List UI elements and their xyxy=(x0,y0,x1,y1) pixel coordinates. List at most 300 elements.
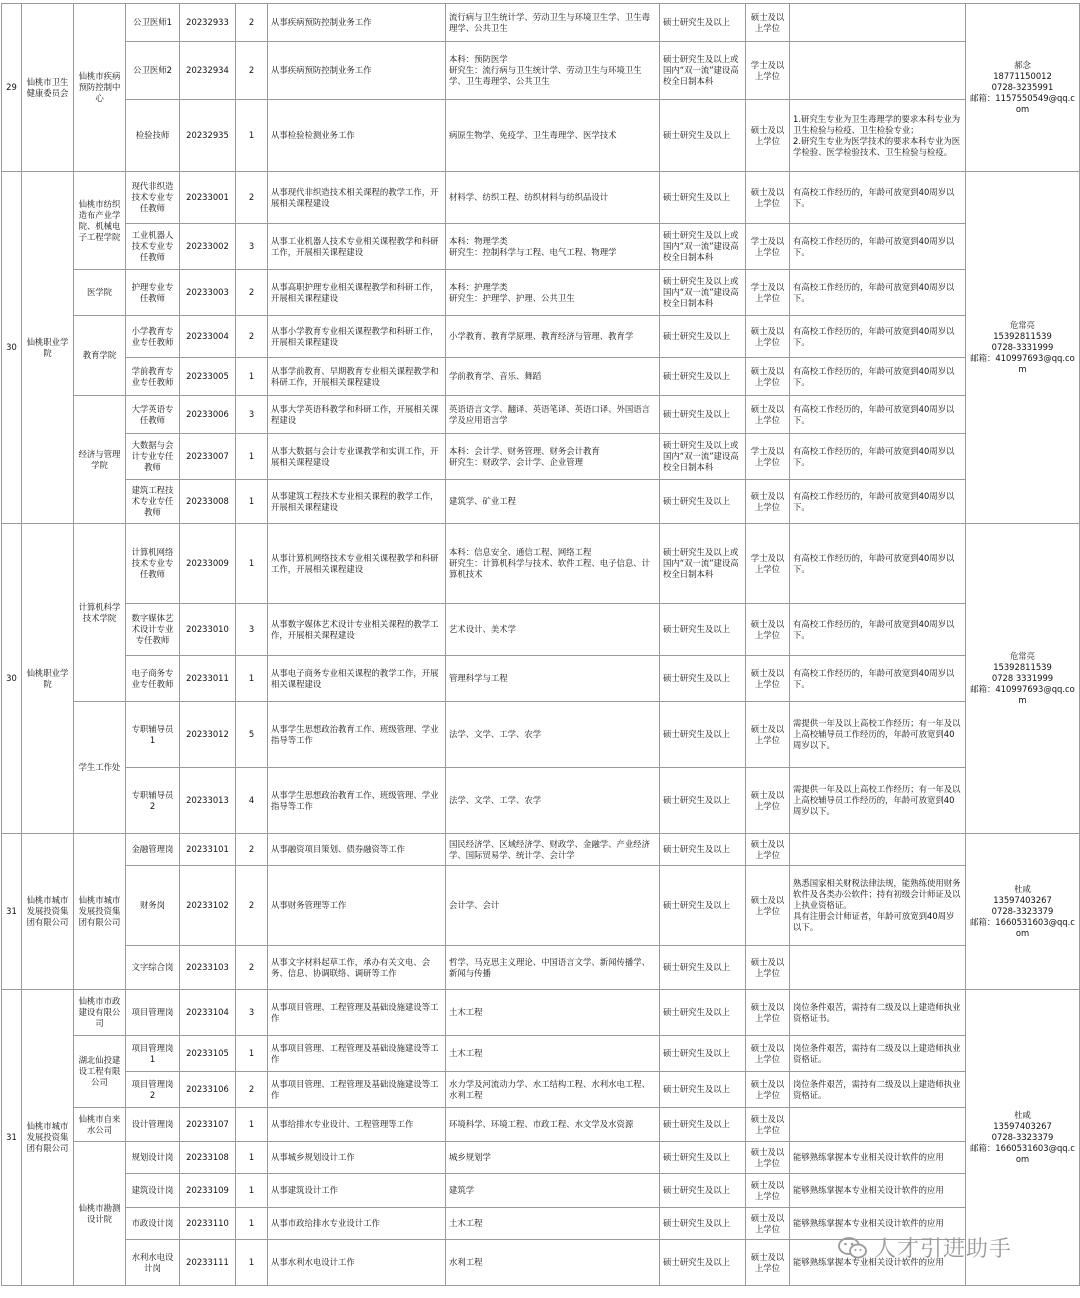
major-cell-text: 流行病与卫生统计学、劳动卫生与环境卫生学、卫生毒理学、公共卫生 xyxy=(449,11,650,33)
education-cell-text: 硕士研究生及以上 xyxy=(663,1048,730,1058)
count-cell-text: 1 xyxy=(248,673,255,683)
education-cell xyxy=(660,702,746,768)
post-cell-text: 现代非织造技术专业专任教师 xyxy=(131,181,174,213)
seq-cell: 29 xyxy=(2,4,22,172)
requirements-cell-text: 有高校工作经历的，年龄可放宽到40周岁以下。 xyxy=(793,667,955,689)
count-cell-text: 2 xyxy=(248,1084,255,1094)
education-cell xyxy=(660,4,746,42)
table-row xyxy=(2,990,1080,1036)
requirements-cell xyxy=(790,1072,966,1108)
table-row xyxy=(2,1036,1080,1072)
degree-cell xyxy=(746,1142,790,1174)
table-row xyxy=(2,4,1080,42)
major-cell-text: 会计学、会计 xyxy=(449,900,500,910)
degree-cell-text: 硕士及以上学位 xyxy=(750,1179,785,1201)
dept-cell: 计算机科学技术学院 xyxy=(74,524,126,702)
code-cell xyxy=(180,224,236,270)
code-cell-text: 20232933 xyxy=(186,17,229,27)
code-cell-text: 20233004 xyxy=(186,331,229,341)
count-cell xyxy=(236,434,268,480)
dept-cell: 教育学院 xyxy=(74,316,126,396)
count-cell xyxy=(236,396,268,434)
major-cell-text: 土木工程 xyxy=(449,1218,483,1228)
count-cell-text: 2 xyxy=(248,192,255,202)
requirements-cell xyxy=(790,224,966,270)
post-cell-text: 专职辅导员1 xyxy=(131,723,174,745)
code-cell-text: 20233003 xyxy=(186,287,229,297)
post-cell xyxy=(126,524,180,604)
post-cell xyxy=(126,1208,180,1240)
requirements-cell xyxy=(790,358,966,396)
unit-cell: 仙桃市城市发展投资集团有限公司 xyxy=(22,834,74,990)
education-cell xyxy=(660,990,746,1036)
code-cell-text: 20233102 xyxy=(186,900,229,910)
post-cell-text: 金融管理岗 xyxy=(131,844,174,854)
post-cell xyxy=(126,1108,180,1142)
education-cell-text: 硕士研究生及以上 xyxy=(663,624,730,634)
duty-cell-text: 从事疾病预防控制业务工作 xyxy=(271,17,372,27)
contact-name: 危常亮 xyxy=(1009,320,1036,330)
education-cell-text: 硕士研究生及以上或国内“双一流”建设高校全日制本科 xyxy=(663,230,739,262)
count-cell-text: 5 xyxy=(248,729,255,739)
degree-cell xyxy=(746,316,790,358)
major-cell xyxy=(446,100,660,172)
code-cell-text: 20233111 xyxy=(186,1257,229,1267)
duty-cell-text: 从事学前教育、早期教育专业相关课程教学和科研工作，开展相关课程建设 xyxy=(271,365,439,387)
education-cell-text: 硕士研究生及以上 xyxy=(663,795,730,805)
degree-cell-text: 硕士及以上学位 xyxy=(750,894,785,916)
duty-cell xyxy=(268,656,446,702)
post-cell-text: 工业机器人技术专业专任教师 xyxy=(131,230,174,262)
post-cell-text: 大数据与会计专业专任教师 xyxy=(131,440,174,472)
dept-cell: 仙桃市城市发展投资集团有限公司 xyxy=(74,834,126,990)
seq-cell: 30 xyxy=(2,172,22,524)
contact-email: 邮箱：410997693@qq.com xyxy=(970,684,1075,705)
major-cell xyxy=(446,1240,660,1286)
duty-cell xyxy=(268,834,446,866)
major-cell xyxy=(446,396,660,434)
degree-cell xyxy=(746,946,790,990)
education-cell-text: 硕士研究生及以上 xyxy=(663,1152,730,1162)
major-cell-text: 材料学、纺织工程、纺织材料与纺织品设计 xyxy=(449,192,609,202)
degree-cell xyxy=(746,702,790,768)
education-cell-text: 硕士研究生及以上 xyxy=(663,371,730,381)
post-cell-text: 大学英语专任教师 xyxy=(131,403,174,425)
requirements-cell-text: 有高校工作经历的，年龄可放宽到40周岁以下。 xyxy=(793,445,955,467)
code-cell xyxy=(180,990,236,1036)
education-cell xyxy=(660,946,746,990)
requirements-cell-text: 岗位条件艰苦，需持有二级及以上建造师执业资格证。 xyxy=(793,1078,961,1100)
code-cell xyxy=(180,524,236,604)
code-cell-text: 20233011 xyxy=(186,673,229,683)
post-cell xyxy=(126,480,180,524)
contact-name: 杜咸 xyxy=(1014,884,1031,894)
education-cell-text: 硕士研究生及以上 xyxy=(663,1084,730,1094)
degree-cell-text: 学士及以上学位 xyxy=(750,59,785,81)
code-cell-text: 20233108 xyxy=(186,1152,229,1162)
duty-cell-text: 从事财务管理等工作 xyxy=(271,900,347,910)
major-cell-text: 本科：会计学、财务管理、财务会计教育 研究生：财政学、会计学、企业管理 xyxy=(449,445,600,467)
education-cell xyxy=(660,270,746,316)
requirements-cell-text: 需提供一年及以上高校工作经历；有一年及以上高校辅导员工作经历的，年龄可放宽到40周岁以下。 xyxy=(793,718,961,750)
degree-cell-text: 硕士及以上学位 xyxy=(750,124,785,146)
degree-cell-text: 学士及以上学位 xyxy=(750,281,785,303)
post-cell-text: 财务岗 xyxy=(139,900,166,910)
code-cell-text: 20233107 xyxy=(186,1119,229,1129)
requirements-cell-text: 有高校工作经历的，年龄可放宽到40周岁以下。 xyxy=(793,235,955,257)
table-row xyxy=(2,524,1080,604)
major-cell xyxy=(446,42,660,100)
count-cell-text: 1 xyxy=(248,1218,255,1228)
major-cell-text: 建筑学 xyxy=(449,1185,475,1195)
post-cell xyxy=(126,42,180,100)
requirements-cell-text: 1.研究生专业为卫生毒理学的要求本科专业为卫生检验与检疫、卫生检验专业； 2.研究生专业为医学技术的要求本科专业为医学检验、医学检验技术、卫生检验与检疫。 xyxy=(793,113,961,157)
major-cell-text: 水力学及河流动力学、水工结构工程、水利水电工程、水利工程 xyxy=(449,1078,650,1100)
requirements-cell-text: 能够熟练掌握本专业相关设计软件的应用 xyxy=(793,1185,944,1195)
code-cell xyxy=(180,172,236,224)
table-row xyxy=(2,702,1080,768)
major-cell xyxy=(446,224,660,270)
seq-cell: 31 xyxy=(2,834,22,990)
education-cell xyxy=(660,434,746,480)
degree-cell xyxy=(746,768,790,834)
duty-cell xyxy=(268,270,446,316)
education-cell-text: 硕士研究生及以上 xyxy=(663,17,730,27)
education-cell-text: 硕士研究生及以上 xyxy=(663,1218,730,1228)
dept-cell: 仙桃市市政建设有限公司 xyxy=(74,990,126,1036)
code-cell xyxy=(180,866,236,946)
duty-cell-text: 从事给排水专业设计、工程管理等工作 xyxy=(271,1119,414,1129)
post-cell xyxy=(126,834,180,866)
post-cell-text: 电子商务专业专任教师 xyxy=(131,667,174,689)
count-cell xyxy=(236,1174,268,1208)
education-cell-text: 硕士研究生及以上 xyxy=(663,496,730,506)
post-cell xyxy=(126,4,180,42)
code-cell-text: 20233008 xyxy=(186,496,229,506)
degree-cell-text: 硕士及以上学位 xyxy=(750,1042,785,1064)
major-cell-text: 英语语言文学、翻译、英语笔译、英语口译、外国语言学及应用语言学 xyxy=(449,403,650,425)
code-cell-text: 20233006 xyxy=(186,409,229,419)
education-cell-text: 硕士研究生及以上 xyxy=(663,1185,730,1195)
count-cell-text: 3 xyxy=(248,624,255,634)
table-row xyxy=(2,1108,1080,1142)
major-cell xyxy=(446,434,660,480)
post-cell xyxy=(126,1142,180,1174)
contact-cell xyxy=(966,834,1080,990)
code-cell xyxy=(180,1174,236,1208)
code-cell xyxy=(180,270,236,316)
major-cell xyxy=(446,172,660,224)
degree-cell xyxy=(746,990,790,1036)
post-cell xyxy=(126,100,180,172)
count-cell xyxy=(236,866,268,946)
watermark xyxy=(838,1232,1012,1263)
degree-cell-text: 硕士及以上学位 xyxy=(750,1001,785,1023)
major-cell xyxy=(446,702,660,768)
count-cell xyxy=(236,224,268,270)
duty-cell xyxy=(268,358,446,396)
seq-cell: 30 xyxy=(2,524,22,834)
table-row xyxy=(2,270,1080,316)
major-cell-text: 病原生物学、免疫学、卫生毒理学、医学技术 xyxy=(449,130,617,140)
count-cell-text: 2 xyxy=(248,844,255,854)
education-cell xyxy=(660,524,746,604)
table-row xyxy=(2,866,1080,946)
code-cell-text: 20233110 xyxy=(186,1218,229,1228)
duty-cell xyxy=(268,316,446,358)
major-cell-text: 哲学、马克思主义理论、中国语言文学、新闻传播学、新闻与传播 xyxy=(449,956,650,978)
degree-cell xyxy=(746,358,790,396)
post-cell-text: 专职辅导员2 xyxy=(131,789,174,811)
duty-cell-text: 从事学生思想政治教育工作、班级管理、学业指导等工作 xyxy=(271,789,439,811)
degree-cell xyxy=(746,1174,790,1208)
recruitment-table xyxy=(1,3,1080,1286)
code-cell-text: 20233007 xyxy=(186,451,229,461)
duty-cell-text: 从事检验检测业务工作 xyxy=(271,130,355,140)
duty-cell xyxy=(268,946,446,990)
code-cell xyxy=(180,656,236,702)
duty-cell-text: 从事项目管理、工程管理及基础设施建设等工作 xyxy=(271,1042,439,1064)
education-cell-text: 硕士研究生及以上 xyxy=(663,192,730,202)
requirements-cell xyxy=(790,834,966,866)
major-cell-text: 法学、文学、工学、农学 xyxy=(449,729,542,739)
table-row xyxy=(2,480,1080,524)
degree-cell-text: 硕士及以上学位 xyxy=(750,1146,785,1168)
duty-cell xyxy=(268,100,446,172)
major-cell-text: 土木工程 xyxy=(449,1048,483,1058)
education-cell xyxy=(660,1142,746,1174)
degree-cell xyxy=(746,656,790,702)
duty-cell-text: 从事文字材料起草工作，承办有关文电、会务、信息、协调联络、调研等工作 xyxy=(271,956,431,978)
duty-cell-text: 从事水利水电设计工作 xyxy=(271,1257,355,1267)
major-cell xyxy=(446,1108,660,1142)
education-cell-text: 硕士研究生及以上或国内“双一流”建设高校全日制本科 xyxy=(663,440,739,472)
dept-cell: 仙桃市勘测设计院 xyxy=(74,1142,126,1286)
duty-cell xyxy=(268,42,446,100)
duty-cell xyxy=(268,224,446,270)
duty-cell-text: 从事工业机器人技术专业相关课程教学和科研工作，开展相关课程建设 xyxy=(271,235,439,257)
code-cell-text: 20233104 xyxy=(186,1007,229,1017)
post-cell xyxy=(126,656,180,702)
duty-cell xyxy=(268,1108,446,1142)
contact-phone: 15392811539 xyxy=(993,331,1052,341)
education-cell-text: 硕士研究生及以上或国内“双一流”建设高校全日制本科 xyxy=(663,276,739,308)
count-cell xyxy=(236,834,268,866)
education-cell-text: 硕士研究生及以上 xyxy=(663,331,730,341)
duty-cell-text: 从事数字媒体艺术设计专业相关课程的教学工作，开展相关课程建设 xyxy=(271,618,439,640)
degree-cell xyxy=(746,1072,790,1108)
contact-cell xyxy=(966,4,1080,172)
duty-cell xyxy=(268,1142,446,1174)
count-cell-text: 2 xyxy=(248,287,255,297)
count-cell-text: 3 xyxy=(248,409,255,419)
degree-cell xyxy=(746,434,790,480)
code-cell xyxy=(180,1240,236,1286)
count-cell xyxy=(236,656,268,702)
unit-cell: 仙桃职业学院 xyxy=(22,172,74,524)
contact-email: 邮箱：410997693@qq.com xyxy=(970,353,1075,374)
count-cell-text: 1 xyxy=(248,1185,255,1195)
degree-cell xyxy=(746,224,790,270)
unit-cell: 仙桃市卫生健康委员会 xyxy=(22,4,74,172)
post-cell xyxy=(126,270,180,316)
count-cell-text: 2 xyxy=(248,65,255,75)
code-cell-text: 20233010 xyxy=(186,624,229,634)
dept-cell: 学生工作处 xyxy=(74,702,126,834)
post-cell-text: 建筑设计岗 xyxy=(131,1185,174,1195)
post-cell xyxy=(126,768,180,834)
count-cell xyxy=(236,1108,268,1142)
education-cell xyxy=(660,1208,746,1240)
education-cell-text: 硕士研究生及以上 xyxy=(663,844,730,854)
count-cell-text: 3 xyxy=(248,1007,255,1017)
major-cell xyxy=(446,524,660,604)
duty-cell-text: 从事项目管理、工程管理及基础设施建设等工作 xyxy=(271,1001,439,1023)
degree-cell xyxy=(746,4,790,42)
code-cell-text: 20233105 xyxy=(186,1048,229,1058)
degree-cell-text: 硕士及以上学位 xyxy=(750,186,785,208)
education-cell-text: 硕士研究生及以上 xyxy=(663,130,730,140)
major-cell xyxy=(446,4,660,42)
contact-tel: 0728 3331999 xyxy=(991,673,1054,683)
post-cell xyxy=(126,1036,180,1072)
post-cell xyxy=(126,316,180,358)
post-cell-text: 小学教育专业专任教师 xyxy=(131,325,174,347)
degree-cell xyxy=(746,524,790,604)
duty-cell-text: 从事建筑设计工作 xyxy=(271,1185,338,1195)
post-cell xyxy=(126,396,180,434)
code-cell-text: 20233009 xyxy=(186,558,229,568)
post-cell xyxy=(126,702,180,768)
major-cell xyxy=(446,604,660,656)
major-cell xyxy=(446,480,660,524)
post-cell xyxy=(126,1240,180,1286)
degree-cell-text: 硕士及以上学位 xyxy=(750,490,785,512)
duty-cell xyxy=(268,702,446,768)
count-cell xyxy=(236,1142,268,1174)
education-cell xyxy=(660,866,746,946)
wechat-icon xyxy=(838,1236,868,1260)
degree-cell-text: 硕士及以上学位 xyxy=(750,365,785,387)
count-cell xyxy=(236,316,268,358)
code-cell xyxy=(180,396,236,434)
code-cell xyxy=(180,1142,236,1174)
education-cell xyxy=(660,1174,746,1208)
code-cell-text: 20233109 xyxy=(186,1185,229,1195)
duty-cell xyxy=(268,524,446,604)
contact-phone: 18771150012 xyxy=(993,71,1052,81)
requirements-cell xyxy=(790,768,966,834)
degree-cell-text: 硕士及以上学位 xyxy=(750,838,785,860)
requirements-cell-text: 有高校工作经历的，年龄可放宽到40周岁以下。 xyxy=(793,490,955,512)
dept-cell: 仙桃市纺织造布产业学院、机械电子工程学院 xyxy=(74,172,126,270)
degree-cell-text: 硕士及以上学位 xyxy=(750,723,785,745)
count-cell xyxy=(236,100,268,172)
code-cell xyxy=(180,1208,236,1240)
count-cell xyxy=(236,1208,268,1240)
degree-cell xyxy=(746,866,790,946)
major-cell-text: 国民经济学、区域经济学、财政学、金融学、产业经济学、国际贸易学、统计学、会计学 xyxy=(449,838,650,860)
count-cell xyxy=(236,524,268,604)
duty-cell-text: 从事大学英语科教学和科研工作，开展相关课程建设 xyxy=(271,403,439,425)
requirements-cell xyxy=(790,866,966,946)
post-cell xyxy=(126,224,180,270)
education-cell xyxy=(660,604,746,656)
code-cell xyxy=(180,434,236,480)
requirements-cell xyxy=(790,946,966,990)
requirements-cell-text: 岗位条件艰苦，需持有二级及以上建造师执业资格证书。 xyxy=(793,1001,961,1023)
duty-cell xyxy=(268,1072,446,1108)
table-row xyxy=(2,358,1080,396)
education-cell xyxy=(660,656,746,702)
contact-email: 邮箱：1660531603@qq.com xyxy=(970,917,1075,938)
education-cell-text: 硕士研究生及以上 xyxy=(663,409,730,419)
requirements-cell xyxy=(790,1108,966,1142)
code-cell xyxy=(180,702,236,768)
post-cell-text: 文字综合岗 xyxy=(131,962,174,972)
seq-cell: 31 xyxy=(2,990,22,1286)
contact-phone: 13597403267 xyxy=(993,1121,1052,1131)
code-cell xyxy=(180,834,236,866)
dept-cell: 仙桃市自来水公司 xyxy=(74,1108,126,1142)
education-cell xyxy=(660,1240,746,1286)
duty-cell-text: 从事项目管理、工程管理及基础设施建设等工作 xyxy=(271,1078,439,1100)
major-cell-text: 城乡规划学 xyxy=(449,1152,491,1162)
unit-cell: 仙桃市城市发展投资集团有限公司 xyxy=(22,990,74,1286)
requirements-cell-text: 有高校工作经历的，年龄可放宽到40周岁以下。 xyxy=(793,365,955,387)
contact-phone: 15392811539 xyxy=(993,662,1052,672)
post-cell-text: 建筑工程技术专业专任教师 xyxy=(131,485,174,517)
degree-cell xyxy=(746,604,790,656)
requirements-cell xyxy=(790,396,966,434)
code-cell xyxy=(180,1108,236,1142)
duty-cell-text: 从事疾病预防控制业务工作 xyxy=(271,65,372,75)
table-row xyxy=(2,834,1080,866)
major-cell-text: 本科：预防医学 研究生：流行病与卫生统计学、劳动卫生与环境卫生学、卫生毒理学、公共卫生 xyxy=(449,54,642,86)
major-cell xyxy=(446,1174,660,1208)
requirements-cell xyxy=(790,480,966,524)
major-cell xyxy=(446,1142,660,1174)
requirements-cell-text: 能够熟练掌握本专业相关设计软件的应用 xyxy=(793,1257,944,1267)
major-cell-text: 本科：护理学类 研究生：护理学、护理、公共卫生 xyxy=(449,281,575,303)
code-cell-text: 20233106 xyxy=(186,1084,229,1094)
post-cell-text: 项目管理岗1 xyxy=(131,1042,174,1064)
education-cell xyxy=(660,358,746,396)
code-cell xyxy=(180,480,236,524)
dept-cell: 经济与管理学院 xyxy=(74,396,126,524)
degree-cell-text: 硕士及以上学位 xyxy=(750,11,785,33)
post-cell xyxy=(126,990,180,1036)
post-cell-text: 学前教育专业专任教师 xyxy=(131,365,174,387)
duty-cell-text: 从事城乡规划设计工作 xyxy=(271,1152,355,1162)
code-cell-text: 20233101 xyxy=(186,844,229,854)
post-cell-text: 公卫医师1 xyxy=(133,17,172,27)
unit-cell: 仙桃职业学院 xyxy=(22,524,74,834)
table-row xyxy=(2,604,1080,656)
code-cell xyxy=(180,1036,236,1072)
post-cell-text: 数字媒体艺术设计专业专任教师 xyxy=(131,613,174,645)
degree-cell-text: 硕士及以上学位 xyxy=(750,325,785,347)
major-cell-text: 学前教育学、音乐、舞蹈 xyxy=(449,371,542,381)
major-cell xyxy=(446,990,660,1036)
dept-cell: 医学院 xyxy=(74,270,126,316)
code-cell-text: 20232934 xyxy=(186,65,229,75)
count-cell-text: 1 xyxy=(248,451,255,461)
major-cell xyxy=(446,866,660,946)
table-row xyxy=(2,100,1080,172)
dept-cell: 仙桃市疾病预防控制中心 xyxy=(74,4,126,172)
requirements-cell xyxy=(790,990,966,1036)
